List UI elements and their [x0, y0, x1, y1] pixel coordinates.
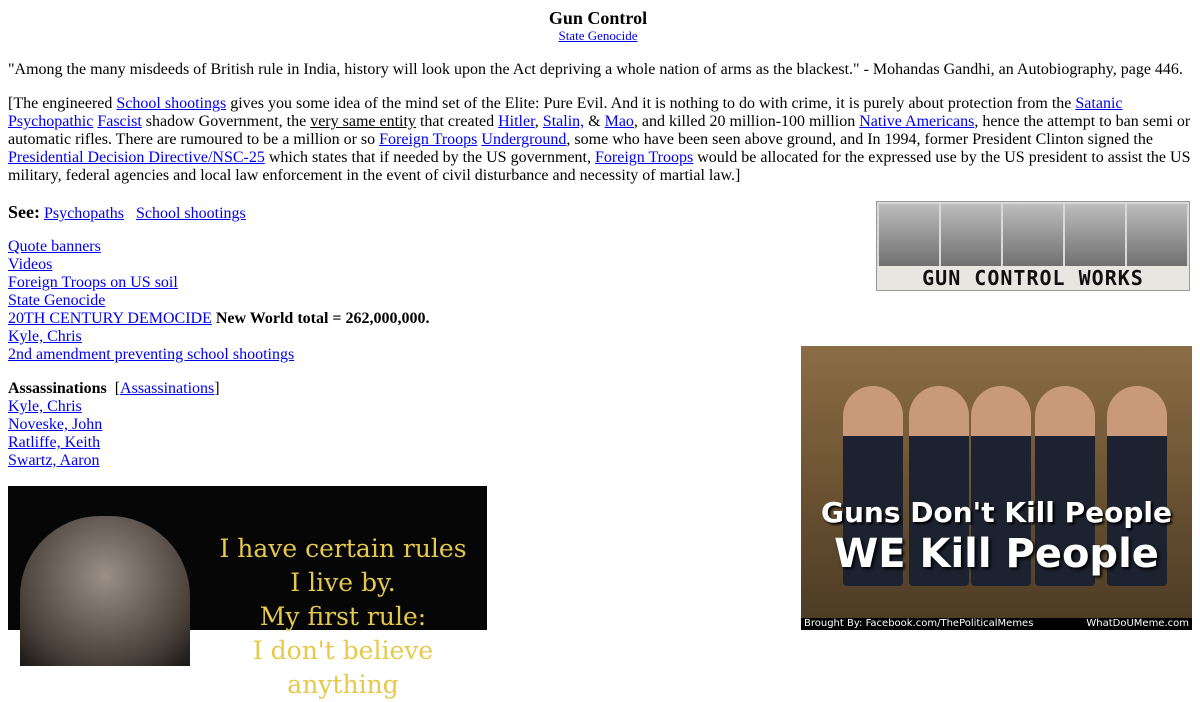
underground-link[interactable]: Underground [481, 131, 567, 148]
rules-line: I don't believe anything [252, 636, 434, 699]
see-label: See: [8, 202, 40, 222]
videos-link[interactable]: Videos [8, 256, 53, 273]
para-text: shadow Government, the [141, 113, 311, 130]
assassination-item-noveske[interactable]: Noveske, John [8, 416, 103, 433]
assassinations-section: Assassinations [Assassinations] Kyle, Chris Noveske, John Ratliffe, Keith Swartz, Aaron [8, 380, 220, 469]
school-shootings-see-link[interactable]: School shootings [135, 205, 246, 222]
satanic-psychopathic-link[interactable]: Satanic Psychopathic [8, 95, 1123, 130]
assassination-item-kyle[interactable]: Kyle, Chris [8, 398, 82, 415]
portrait-image [879, 204, 939, 268]
hitler-link[interactable]: Hitler [498, 113, 535, 130]
assassination-item-swartz[interactable]: Swartz, Aaron [8, 452, 100, 469]
presidents-meme-image[interactable] [801, 346, 1192, 630]
portrait-image [941, 204, 1001, 268]
assassination-item-ratliffe[interactable]: Ratliffe, Keith [8, 434, 101, 451]
meme-caption-bottom: WE Kill People [834, 531, 1159, 577]
portrait-image [1003, 204, 1063, 268]
democide-total: New World total = 262,000,000. [211, 310, 430, 327]
para-text: which states that if needed by the US government, [264, 149, 595, 166]
para-text: & [584, 113, 605, 130]
gandhi-quote: "Among the many misdeeds of British rule in India, history will look upon the Act depriving a whole nation of arms as the blackest." - Mohandas Gandhi, an Autobiography, page 446. [8, 61, 1183, 78]
kyle-chris-link[interactable]: Kyle, Chris [8, 328, 82, 345]
meme-caption-top: Guns Don't Kill People [821, 496, 1172, 529]
para-text: , hence the attempt to ban semi or automatic rifles. There are rumoured to be a million or so [8, 113, 1191, 148]
assassinations-link[interactable]: Assassinations [120, 380, 215, 397]
para-text: that created [415, 113, 499, 130]
para-text: , some who have been seen above ground, and In 1994, former President Clinton signed the [566, 131, 1153, 148]
pdd-nsc-25-link[interactable]: Presidential Decision Directive/NSC-25 [8, 149, 265, 166]
assassinations-heading: Assassinations [8, 380, 107, 397]
rules-quote-image[interactable] [8, 486, 487, 699]
subtitle [0, 28, 1196, 44]
see-also [8, 203, 246, 223]
meme-footer-left: Brought By: Facebook.com/ThePoliticalMemes [804, 618, 1034, 629]
meme-footer-right: WhatDoUMeme.com [1086, 618, 1189, 629]
fascist-link[interactable]: Fascist [97, 113, 142, 130]
related-links [8, 238, 708, 364]
intro-paragraph [8, 95, 1194, 185]
rules-line: I have certain rules I live by. [219, 534, 467, 597]
mao-link[interactable]: Mao [604, 113, 634, 130]
second-amendment-link[interactable]: 2nd amendment preventing school shootings [8, 346, 295, 363]
gun-control-works-image[interactable] [876, 201, 1190, 291]
rules-quote-text [213, 532, 473, 702]
rules-line: My first rule: [259, 602, 427, 631]
foreign-troops-link-2[interactable]: Foreign Troops [594, 149, 694, 166]
democide-link[interactable]: 20TH CENTURY DEMOCIDE [8, 310, 212, 327]
portrait-image [20, 516, 190, 666]
portrait-image [1127, 204, 1187, 268]
para-text: gives you some idea of the mind set of the Elite: Pure Evil. And it is nothing to do with crime, it is purely about protection from the [226, 95, 1076, 112]
para-text: , and killed 20 million-100 million [633, 113, 860, 130]
very-same-entity-text: very same entity [310, 113, 416, 130]
state-genocide-list-link[interactable]: State Genocide [8, 292, 106, 309]
para-text: , [534, 113, 543, 130]
meme-footer [801, 618, 1192, 630]
school-shootings-link[interactable]: School shootings [116, 95, 227, 112]
page-title: Gun Control [548, 8, 648, 28]
psychopaths-link[interactable]: Psychopaths [43, 205, 124, 222]
stalin-link[interactable]: Stalin, [542, 113, 585, 130]
portrait-image [1065, 204, 1125, 268]
quote-banners-link[interactable]: Quote banners [8, 238, 101, 255]
para-text: would be allocated for the expressed use by the US president to assist the US military, federal agencies and local law enforcement in the event of civil disturbance and necessity of martial law.] [8, 149, 1191, 184]
para-text: [The engineered [8, 95, 117, 112]
image-caption: GUN CONTROL WORKS [877, 266, 1189, 290]
native-americans-link[interactable]: Native Americans [859, 113, 975, 130]
foreign-troops-link[interactable]: Foreign Troops [379, 131, 478, 148]
foreign-troops-us-soil-link[interactable]: Foreign Troops on US soil [8, 274, 178, 291]
state-genocide-link[interactable]: State Genocide [558, 28, 638, 43]
